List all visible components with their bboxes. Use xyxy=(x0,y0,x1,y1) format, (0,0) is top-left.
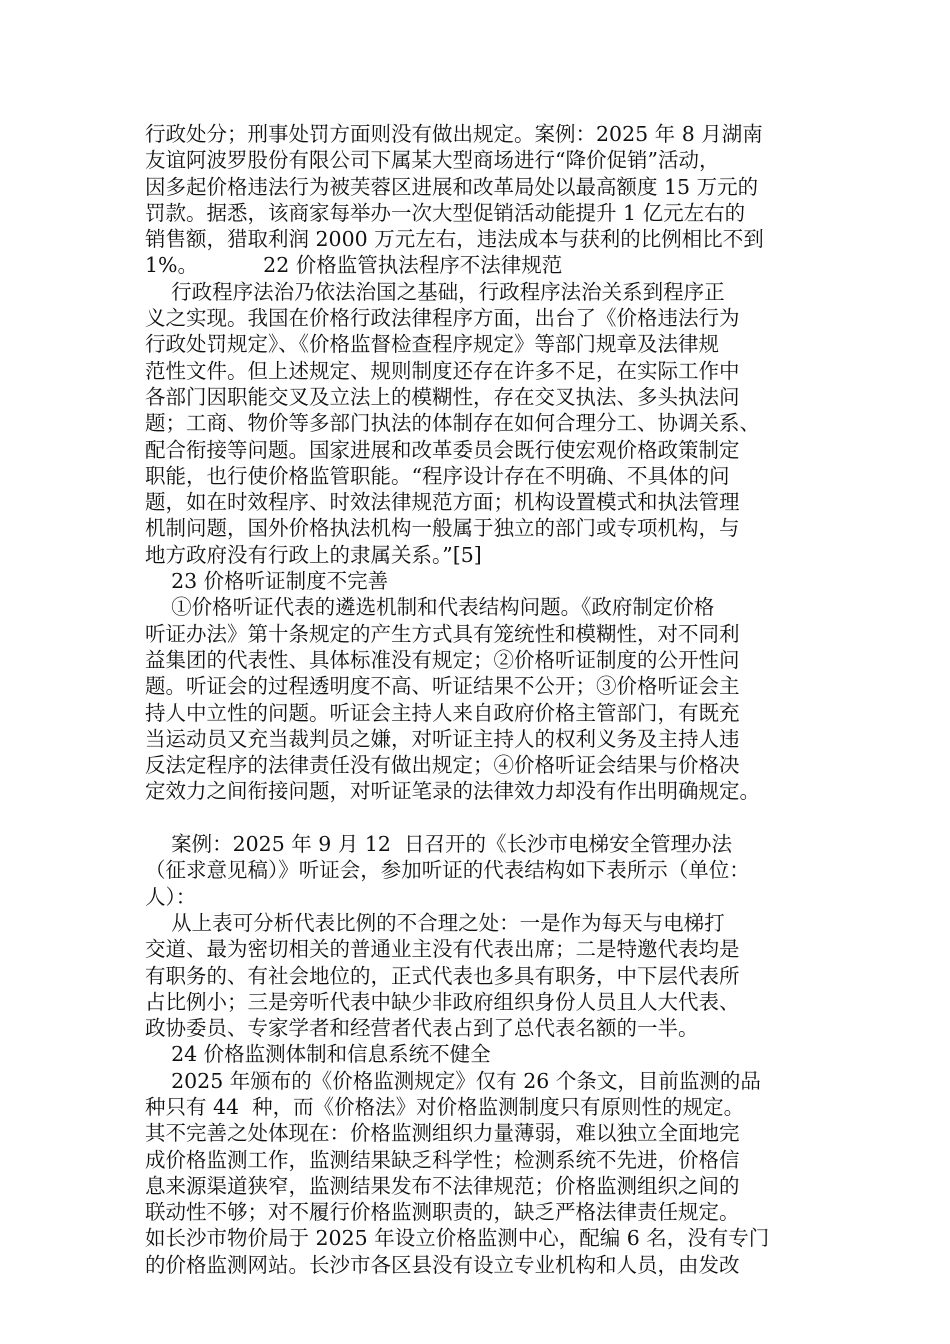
text-line: 配合衔接等问题。国家进展和改革委员会既行使宏观价格政策制定 xyxy=(145,437,740,462)
text-line: ①价格听证代表的遴选机制和代表结构问题。《政府制定价格 xyxy=(145,595,715,620)
text-line: 交道、最为密切相关的普通业主没有代表出席；二是特邀代表均是 xyxy=(145,937,740,962)
text-line: 范性文件。但上述规定、规则制度还存在许多不足，在实际工作中 xyxy=(145,358,740,383)
text-line: 其不完善之处体现在：价格监测组织力量薄弱，难以独立全面地完 xyxy=(145,1121,740,1146)
text-line: 机制问题，国外价格执法机构一般属于独立的部门或专项机构，与 xyxy=(145,516,740,541)
document-body xyxy=(145,121,815,1278)
text-line: 种只有 44 种，而《价格法》对价格监测制度只有原则性的规定。 xyxy=(145,1094,745,1119)
text-line: 听证办法》第十条规定的产生方式具有笼统性和模糊性，对不同利 xyxy=(145,621,740,646)
text-line: 持人中立性的问题。听证会主持人来自政府价格主管部门，有既充 xyxy=(145,700,740,725)
text-line: 各部门因职能交叉及立法上的模糊性，存在交叉执法、多头执法问 xyxy=(145,384,740,409)
text-line: （征求意见稿）》听证会，参加听证的代表结构如下表所示（单位： xyxy=(145,858,750,883)
text-line: 占比例小；三是旁听代表中缺少非政府组织身份人员且人大代表、 xyxy=(145,989,740,1014)
text-line: 定效力之间衔接问题，对听证笔录的法律效力却没有作出明确规定。 xyxy=(145,779,760,804)
text-line: 罚款。据悉，该商家每举办一次大型促销活动能提升 1 亿元左右的 xyxy=(145,200,746,225)
text-line: 从上表可分析代表比例的不合理之处：一是作为每天与电梯打 xyxy=(145,910,725,935)
section-heading-line: 24 价格监测体制和信息系统不健全 xyxy=(145,1042,491,1067)
text-line: 行政程序法治乃依法治国之基础，行政程序法治关系到程序正 xyxy=(145,279,725,304)
text-line: 有职务的、有社会地位的，正式代表也多具有职务，中下层代表所 xyxy=(145,963,740,988)
text-line: 题，如在时效程序、时效法律规范方面；机构设置模式和执法管理 xyxy=(145,490,740,515)
section-heading-line: 1%。 22 价格监管执法程序不法律规范 xyxy=(145,253,563,278)
text-line: 行政处分；刑事处罚方面则没有做出规定。案例：2025 年 8 月湖南 xyxy=(145,122,763,146)
text-line: 反法定程序的法律责任没有做出规定；④价格听证会结果与价格决 xyxy=(145,753,740,778)
text-line: 销售额，猎取利润 2000 万元左右，违法成本与获利的比例相比不到 xyxy=(145,227,764,252)
text-line: 地方政府没有行政上的隶属关系。”[5] xyxy=(145,542,482,567)
text-line: 友谊阿波罗股份有限公司下属某大型商场进行“降价促销”活动， xyxy=(145,148,720,173)
text-line: 息来源渠道狭窄，监测结果发布不法律规范；价格监测组织之间的 xyxy=(145,1173,740,1198)
text-line: 当运动员又充当裁判员之嫌，对听证主持人的权利义务及主持人违 xyxy=(145,726,740,751)
text-line: 政协委员、专家学者和经营者代表占到了总代表名额的一半。 xyxy=(145,1016,699,1041)
text-line: 因多起价格违法行为被芙蓉区进展和改革局处以最高额度 15 万元的 xyxy=(145,174,759,199)
text-line: 人）： xyxy=(145,884,197,909)
text-line: 题。听证会的过程透明度不高、听证结果不公开；③价格听证会主 xyxy=(145,674,740,699)
section-heading-line: 23 价格听证制度不完善 xyxy=(145,569,389,594)
text-line: 义之实现。我国在价格行政法律程序方面，出台了《价格违法行为 xyxy=(145,306,740,331)
text-line: 职能，也行使价格监管职能。“程序设计存在不明确、不具体的问 xyxy=(145,463,730,488)
text-line: 的价格监测网站。长沙市各区县没有设立专业机构和人员，由发改 xyxy=(145,1252,740,1277)
text-line: 行政处罚规定》、《价格监督检查程序规定》等部门规章及法律规 xyxy=(145,332,719,357)
text-line: 题；工商、物价等多部门执法的体制存在如何合理分工、协调关系、 xyxy=(145,411,760,436)
text-line: 2025 年颁布的《价格监测规定》仅有 26 个条文，目前监测的品 xyxy=(145,1068,761,1093)
text-line: 成价格监测工作，监测结果缺乏科学性；检测系统不先进，价格信 xyxy=(145,1147,740,1172)
text-line: 如长沙市物价局于 2025 年设立价格监测中心，配编 6 名，没有专门 xyxy=(145,1226,770,1251)
text-line: 益集团的代表性、具体标准没有规定；②价格听证制度的公开性问 xyxy=(145,647,740,672)
paragraph-gap xyxy=(145,805,815,831)
text-line: 联动性不够；对不履行价格监测职责的，缺乏严格法律责任规定。 xyxy=(145,1200,740,1225)
text-line: 案例：2025 年 9 月 12 日召开的《长沙市电梯安全管理办法 xyxy=(145,832,732,857)
